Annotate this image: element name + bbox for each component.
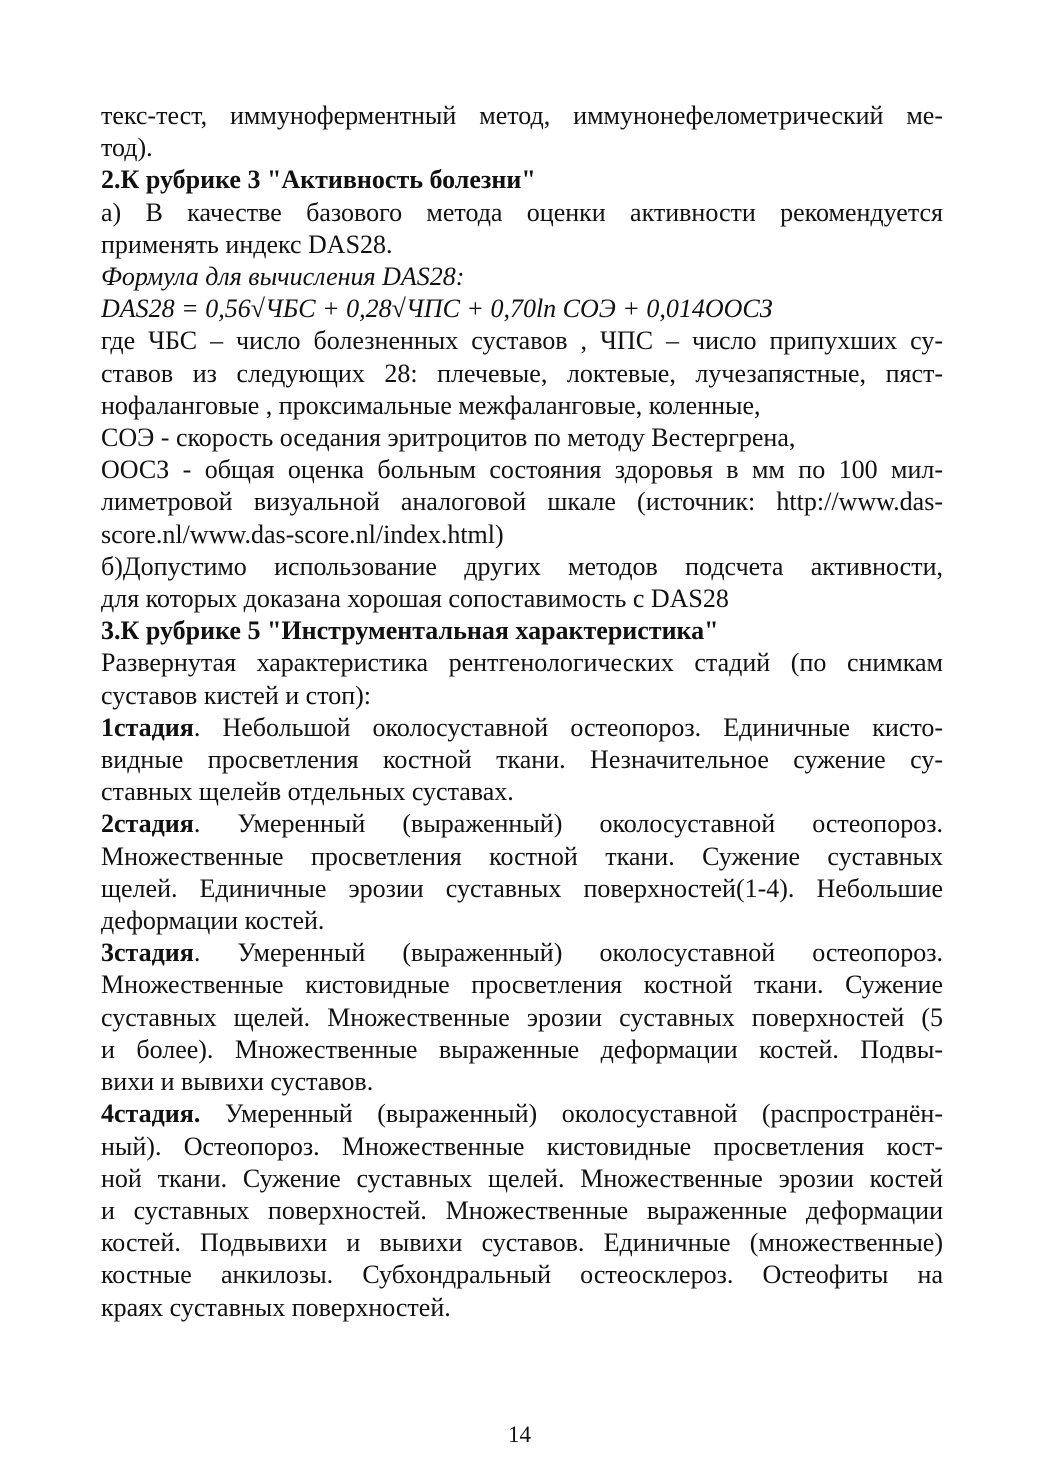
body-text-line: Множественные кистовидные просветления костной ткани. Сужение (101, 970, 943, 1000)
body-text-line: ной ткани. Сужение суставных щелей. Множественные эрозии костей (101, 1163, 943, 1193)
body-text-line: нофаланговые , проксимальные межфаланговые, коленные, (101, 390, 761, 420)
body-text-line: ставов из следующих 28: плечевые, локтевые, лучезапястные, пяст- (101, 358, 943, 388)
body-text-line: костей. Подвывихи и вывихи суставов. Единичные (множественные) (101, 1228, 943, 1258)
body-text-line: СОЭ - скорость оседания эритроцитов по методу Вестергрена, (101, 423, 796, 453)
section-heading-activity: 2.К рубрике 3 "Активность болезни" (101, 165, 536, 195)
body-text-line: ставных щелейв отдельных суставах. (101, 777, 514, 807)
stage-1-label: 1стадия (101, 712, 194, 742)
body-text-line: и суставных поверхностей. Множественные выраженные деформации (101, 1195, 943, 1225)
formula-caption: Формула для вычисления DAS28: (101, 262, 465, 292)
stage-2-line: 2стадия. Умеренный (выраженный) околосуставной остеопороз. (101, 809, 943, 839)
body-text-line: деформации костей. (101, 906, 325, 936)
body-text-line: для которых доказана хорошая сопоставимость с DAS28 (101, 584, 729, 614)
body-text-line: костные анкилозы. Субхондральный остеосклероз. Остеофиты на (101, 1260, 943, 1290)
body-text-line: а) В качестве базового метода оценки активности рекомендуется (101, 197, 943, 227)
stage-4-line: 4стадия. Умеренный (выраженный) околосуставной (распространён- (101, 1099, 943, 1129)
body-text-line: score.nl/www.das-score.nl/index.html) (101, 519, 504, 549)
body-text-line: лиметровой визуальной аналоговой шкале (источник: http://www.das- (101, 487, 943, 517)
body-text-line: суставов кистей и стоп): (101, 680, 372, 710)
body-text-line: б)Допустимо использование других методов подсчета активности, (101, 551, 943, 581)
page-number: 14 (508, 1422, 531, 1447)
body-text-line: применять индекс DAS28. (101, 229, 393, 259)
body-text-line: ООСЗ - общая оценка больным состояния здоровья в мм по 100 мил- (101, 455, 943, 485)
body-text-line: и более). Множественные выраженные деформации костей. Подвы- (101, 1034, 943, 1064)
stage-2-label: 2стадия (101, 809, 194, 839)
body-text-line: Развернутая характеристика рентгенологических стадий (по снимкам (101, 648, 943, 678)
body-text-line: краях суставных поверхностей. (101, 1292, 451, 1322)
stage-3-line: 3стадия. Умеренный (выраженный) околосуставной остеопороз. (101, 938, 943, 968)
section-heading-instrumental: 3.К рубрике 5 "Инструментальная характеристика" (101, 616, 719, 646)
document-page (101, 100, 943, 1324)
body-text-line: вихи и вывихи суставов. (101, 1067, 374, 1097)
stage-1-line: 1стадия. Небольшой околосуставной остеопороз. Единичные кисто- (101, 712, 943, 742)
body-text-line: Множественные просветления костной ткани. Сужение суставных (101, 841, 943, 871)
body-text-line: где ЧБС – число болезненных суставов , ЧПС – число припухших су- (101, 326, 943, 356)
body-text-line: текс-тест, иммуноферментный метод, иммунонефелометрический ме- (101, 101, 943, 130)
body-text-line: ный). Остеопороз. Множественные кистовидные просветления кост- (101, 1131, 943, 1161)
body-text-line: видные просветления костной ткани. Незначительное сужение су- (101, 745, 943, 775)
body-text-line: щелей. Единичные эрозии суставных поверхностей(1-4). Небольшие (101, 873, 943, 903)
das28-formula: DAS28 = 0,56√ЧБС + 0,28√ЧПС + 0,70ln СОЭ + 0,014ООСЗ (101, 294, 773, 324)
body-text-line: суставных щелей. Множественные эрозии суставных поверхностей (5 (101, 1002, 943, 1032)
stage-3-label: 3стадия (101, 938, 194, 968)
stage-4-label: 4стадия. (101, 1099, 201, 1129)
body-text-line: тод). (101, 133, 153, 163)
